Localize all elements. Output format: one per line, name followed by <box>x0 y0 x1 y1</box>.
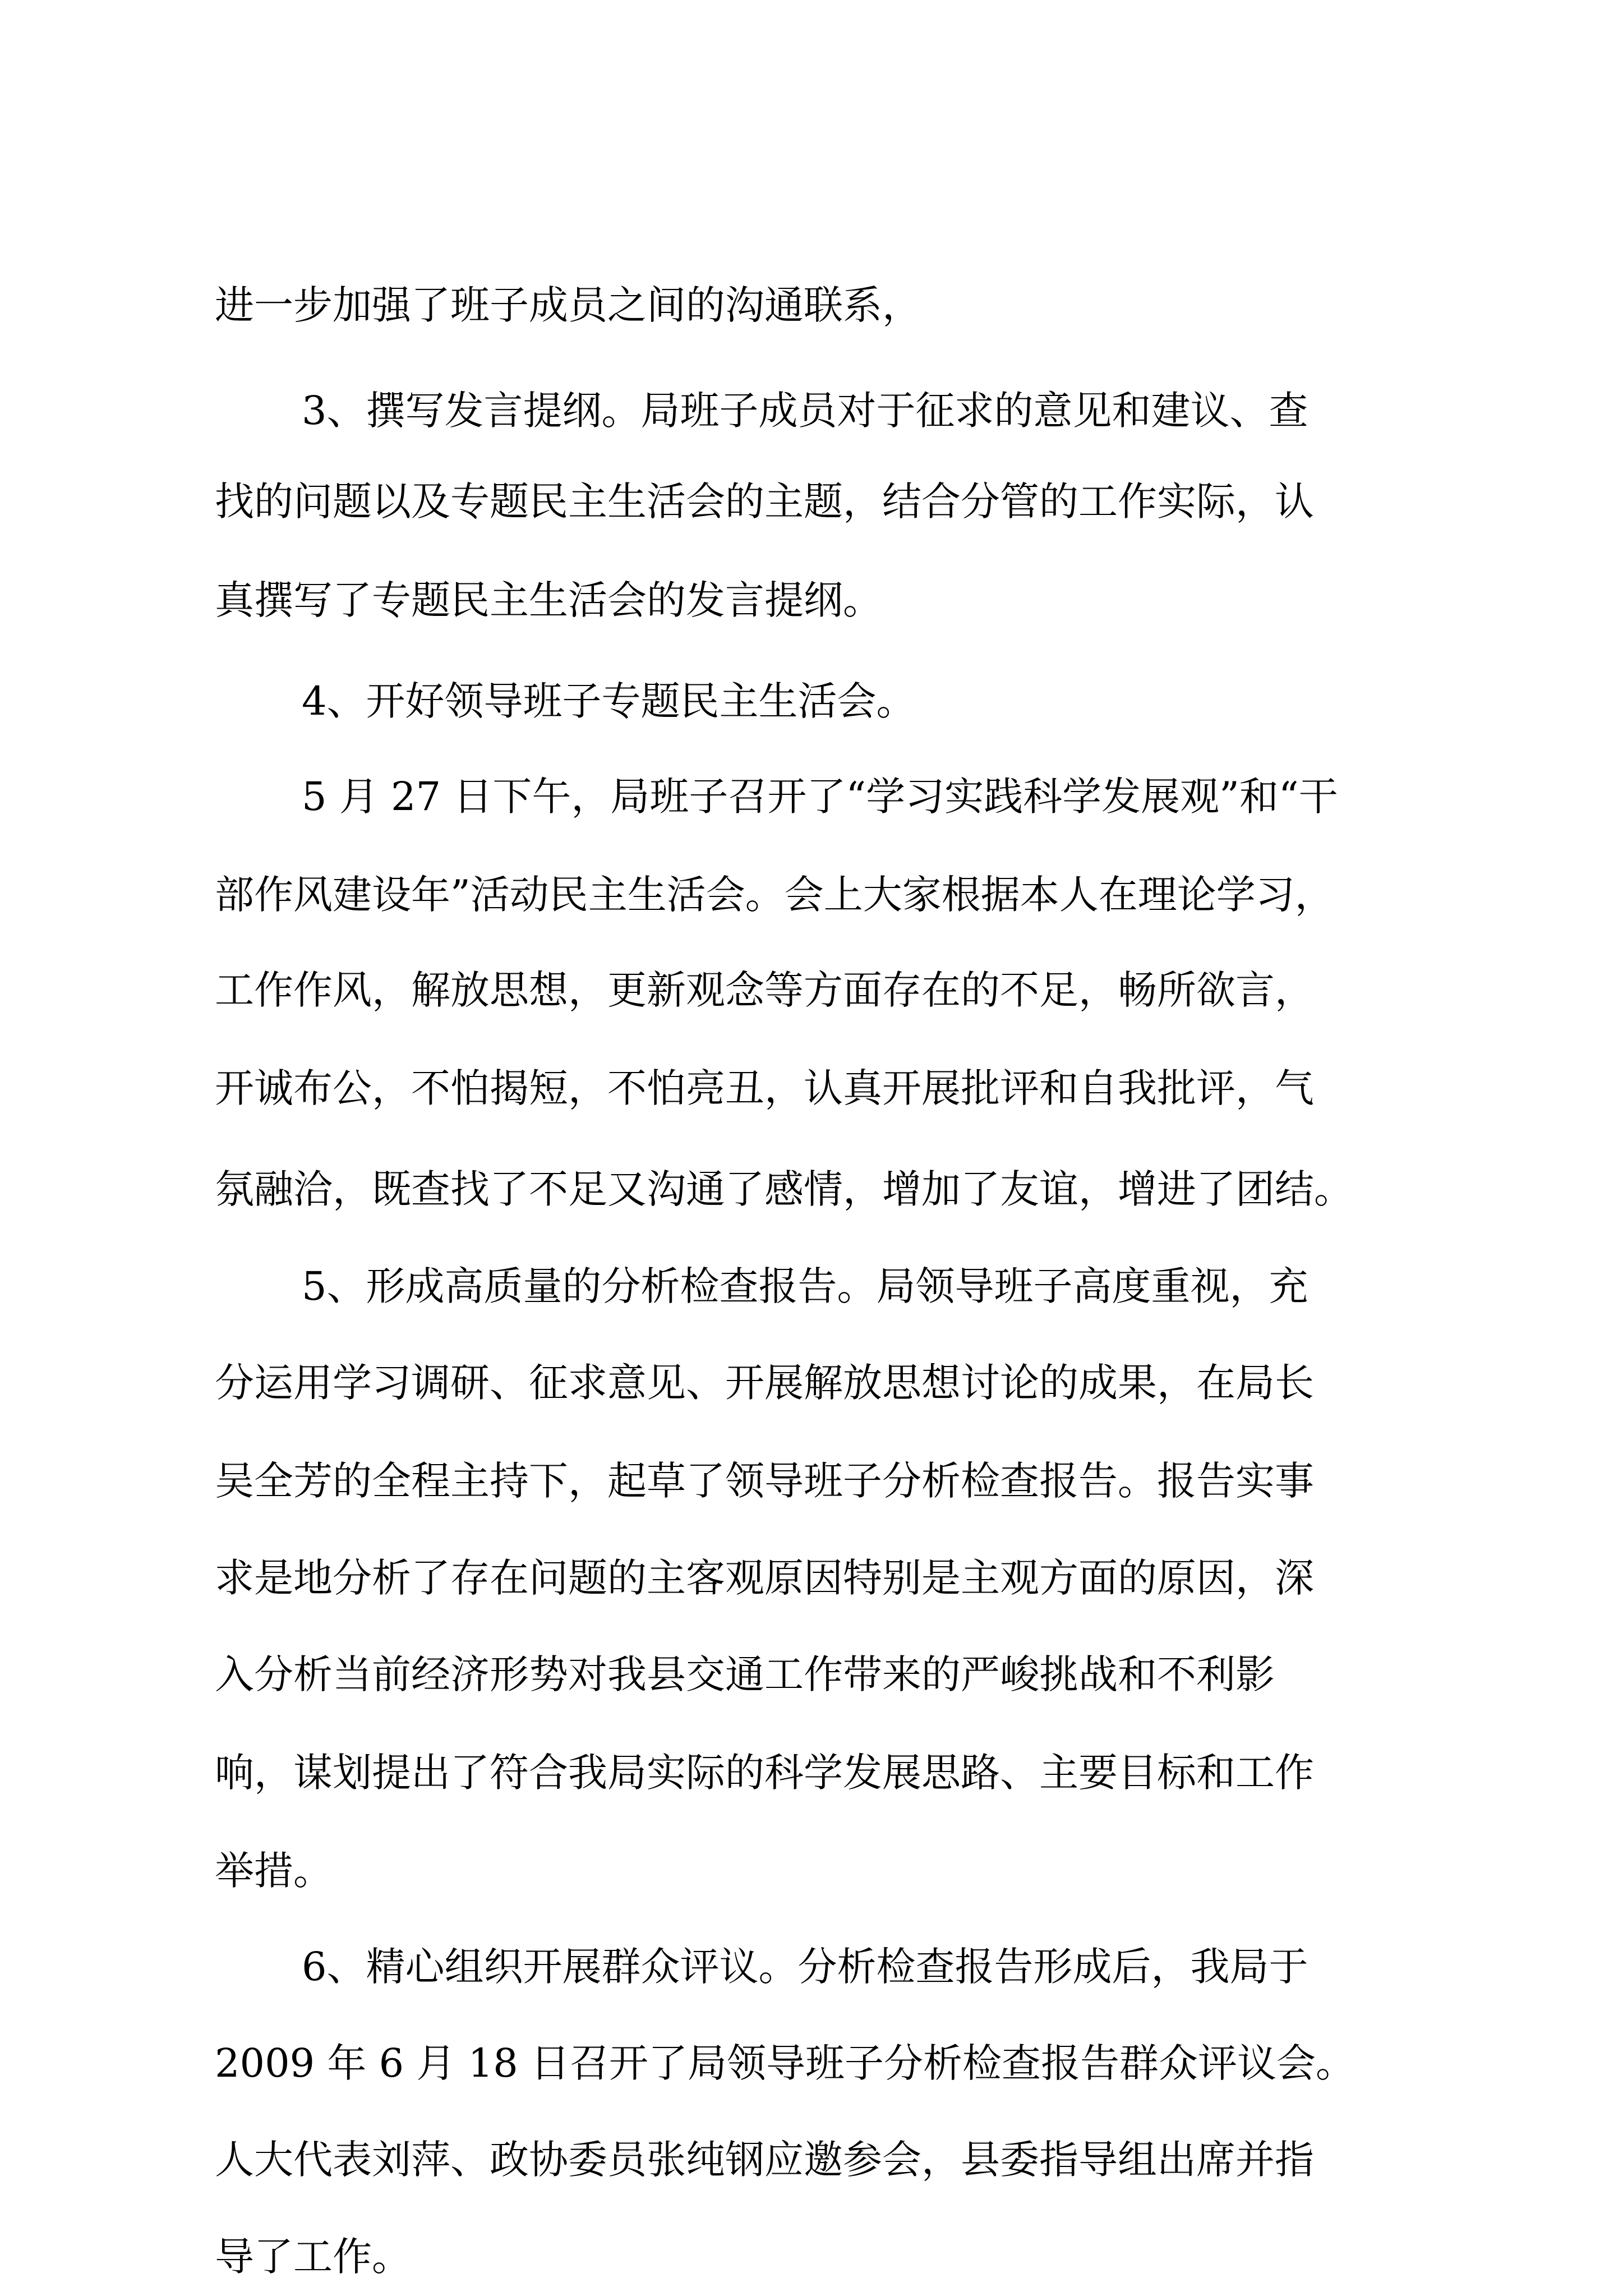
text-line: 3、撰写发言提纲。局班子成员对于征求的意见和建议、查 <box>302 388 1308 434</box>
text-line: 吴全芳的全程主持下，起草了领导班子分析检查报告。报告实事 <box>215 1458 1314 1504</box>
text-line: 进一步加强了班子成员之间的沟通联系， <box>215 282 921 328</box>
text-line: 分运用学习调研、征求意见、开展解放思想讨论的成果，在局长 <box>215 1360 1314 1406</box>
text-line: 举措。 <box>215 1848 333 1894</box>
text-line: 5、形成高质量的分析检查报告。局领导班子高度重视，充 <box>302 1263 1308 1309</box>
text-line: 氛融洽，既查找了不足又沟通了感情，增加了友谊，增进了团结。 <box>215 1166 1353 1212</box>
text-line: 人大代表刘萍、政协委员张纯钢应邀参会，县委指导组出席并指 <box>215 2137 1314 2183</box>
text-line: 5 月 27 日下午，局班子召开了“学习实践科学发展观”和“干 <box>302 774 1338 820</box>
text-line: 工作作风，解放思想，更新观念等方面存在的不足，畅所欲言， <box>215 967 1314 1013</box>
text-line: 响，谋划提出了符合我局实际的科学发展思路、主要目标和工作 <box>215 1750 1314 1796</box>
text-line: 2009 年 6 月 18 日召开了局领导班子分析检查报告群众评议会。 <box>215 2040 1355 2086</box>
text-line: 开诚布公，不怕揭短，不怕亮丑，认真开展批评和自我批评，气 <box>215 1065 1314 1111</box>
text-line: 入分析当前经济形势对我县交通工作带来的严峻挑战和不利影 <box>215 1651 1275 1697</box>
text-line: 4、开好领导班子专题民主生活会。 <box>302 678 916 724</box>
text-line: 求是地分析了存在问题的主客观原因特别是主观方面的原因，深 <box>215 1555 1314 1601</box>
text-line: 真撰写了专题民主生活会的发言提纲。 <box>215 577 882 623</box>
text-line: 找的问题以及专题民主生活会的主题，结合分管的工作实际，认 <box>215 478 1314 524</box>
text-line: 导了工作。 <box>215 2234 411 2280</box>
text-line: 部作风建设年”活动民主生活会。会上大家根据本人在理论学习， <box>215 872 1334 918</box>
document-body <box>215 0 1415 2296</box>
text-line: 6、精心组织开展群众评议。分析检查报告形成后，我局于 <box>302 1944 1308 1990</box>
